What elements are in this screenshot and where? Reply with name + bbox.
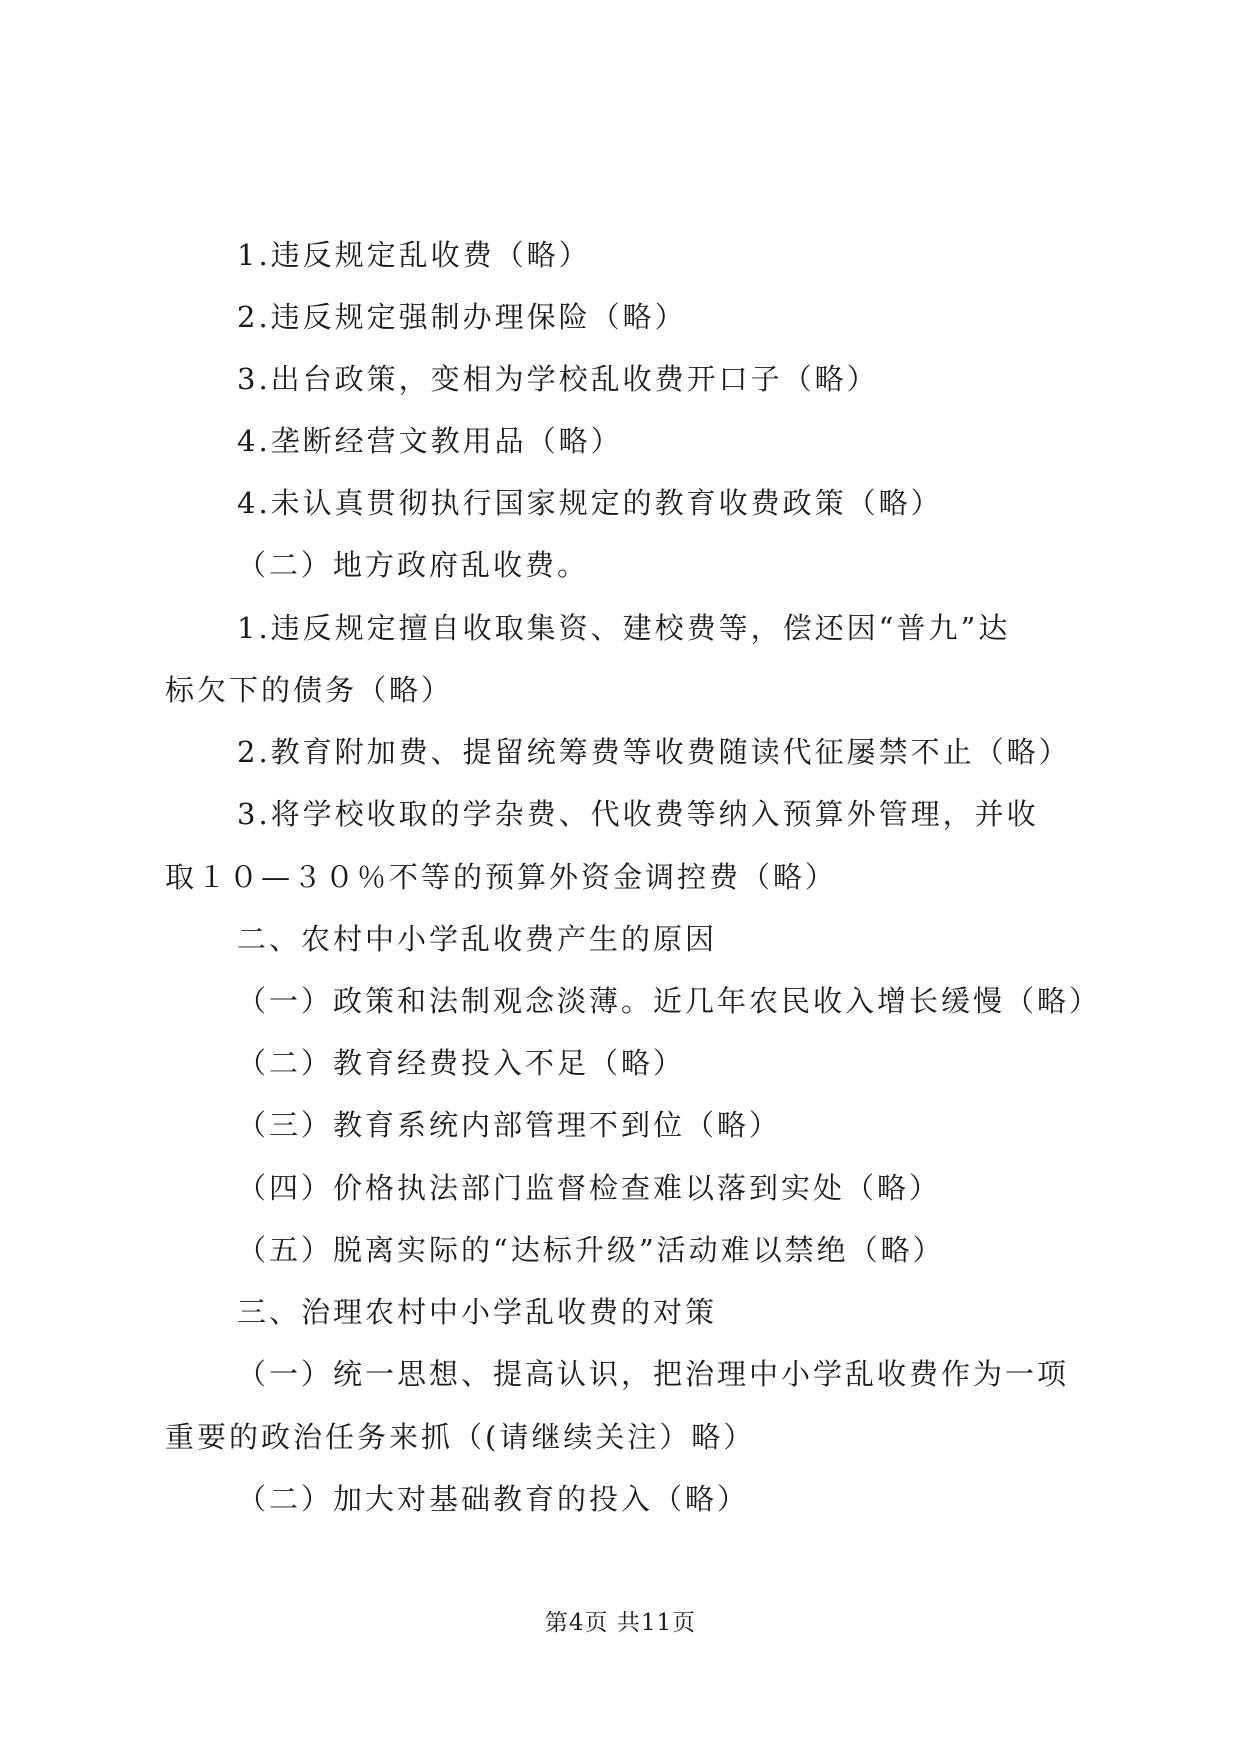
text-line-16: （四）价格执法部门监督检查难以落到实处（略） xyxy=(237,1171,942,1205)
text-line-4: 4.垄断经营文教用品（略） xyxy=(237,424,623,458)
text-line-19: （一）统一思想、提高认识，把治理中小学乱收费作为一项 xyxy=(237,1357,1070,1391)
section-heading-local-government: （二）地方政府乱收费。 xyxy=(237,548,590,582)
text-line-13: （一）政策和法制观念淡薄。近几年农民收入增长缓慢（略） xyxy=(237,984,1102,1018)
text-line-3: 3.出台政策，变相为学校乱收费开口子（略） xyxy=(237,362,879,396)
text-line-1: 1.违反规定乱收费（略） xyxy=(237,238,591,272)
text-line-10: 3.将学校收取的学杂费、代收费等纳入预算外管理，并收 xyxy=(237,797,1039,831)
text-line-7: 1.违反规定擅自收取集资、建校费等，偿还因“普九”达 xyxy=(237,611,1011,645)
page-number-footer: 第4页 共11页 xyxy=(544,1610,697,1636)
text-line-14: （二）教育经费投入不足（略） xyxy=(237,1046,686,1080)
text-line-9: 2.教育附加费、提留统筹费等收费随读代征屡禁不止（略） xyxy=(237,735,1071,769)
text-line-21: （二）加大对基础教育的投入（略） xyxy=(237,1482,750,1516)
section-heading-countermeasures: 三、治理农村中小学乱收费的对策 xyxy=(237,1295,718,1329)
text-line-5: 4.未认真贯彻执行国家规定的教育收费政策（略） xyxy=(237,486,943,520)
text-line-20: 重要的政治任务来抓（(请继续关注）略） xyxy=(165,1420,756,1454)
text-line-11: 取１０—３０％不等的预算外资金调控费（略） xyxy=(165,860,838,894)
text-line-2: 2.违反规定强制办理保险（略） xyxy=(237,300,687,334)
section-heading-causes: 二、农村中小学乱收费产生的原因 xyxy=(237,922,718,956)
text-line-17: （五）脱离实际的“达标升级”活动难以禁绝（略） xyxy=(237,1233,945,1267)
text-line-15: （三）教育系统内部管理不到位（略） xyxy=(237,1108,782,1142)
text-line-8: 标欠下的债务（略） xyxy=(165,673,454,707)
